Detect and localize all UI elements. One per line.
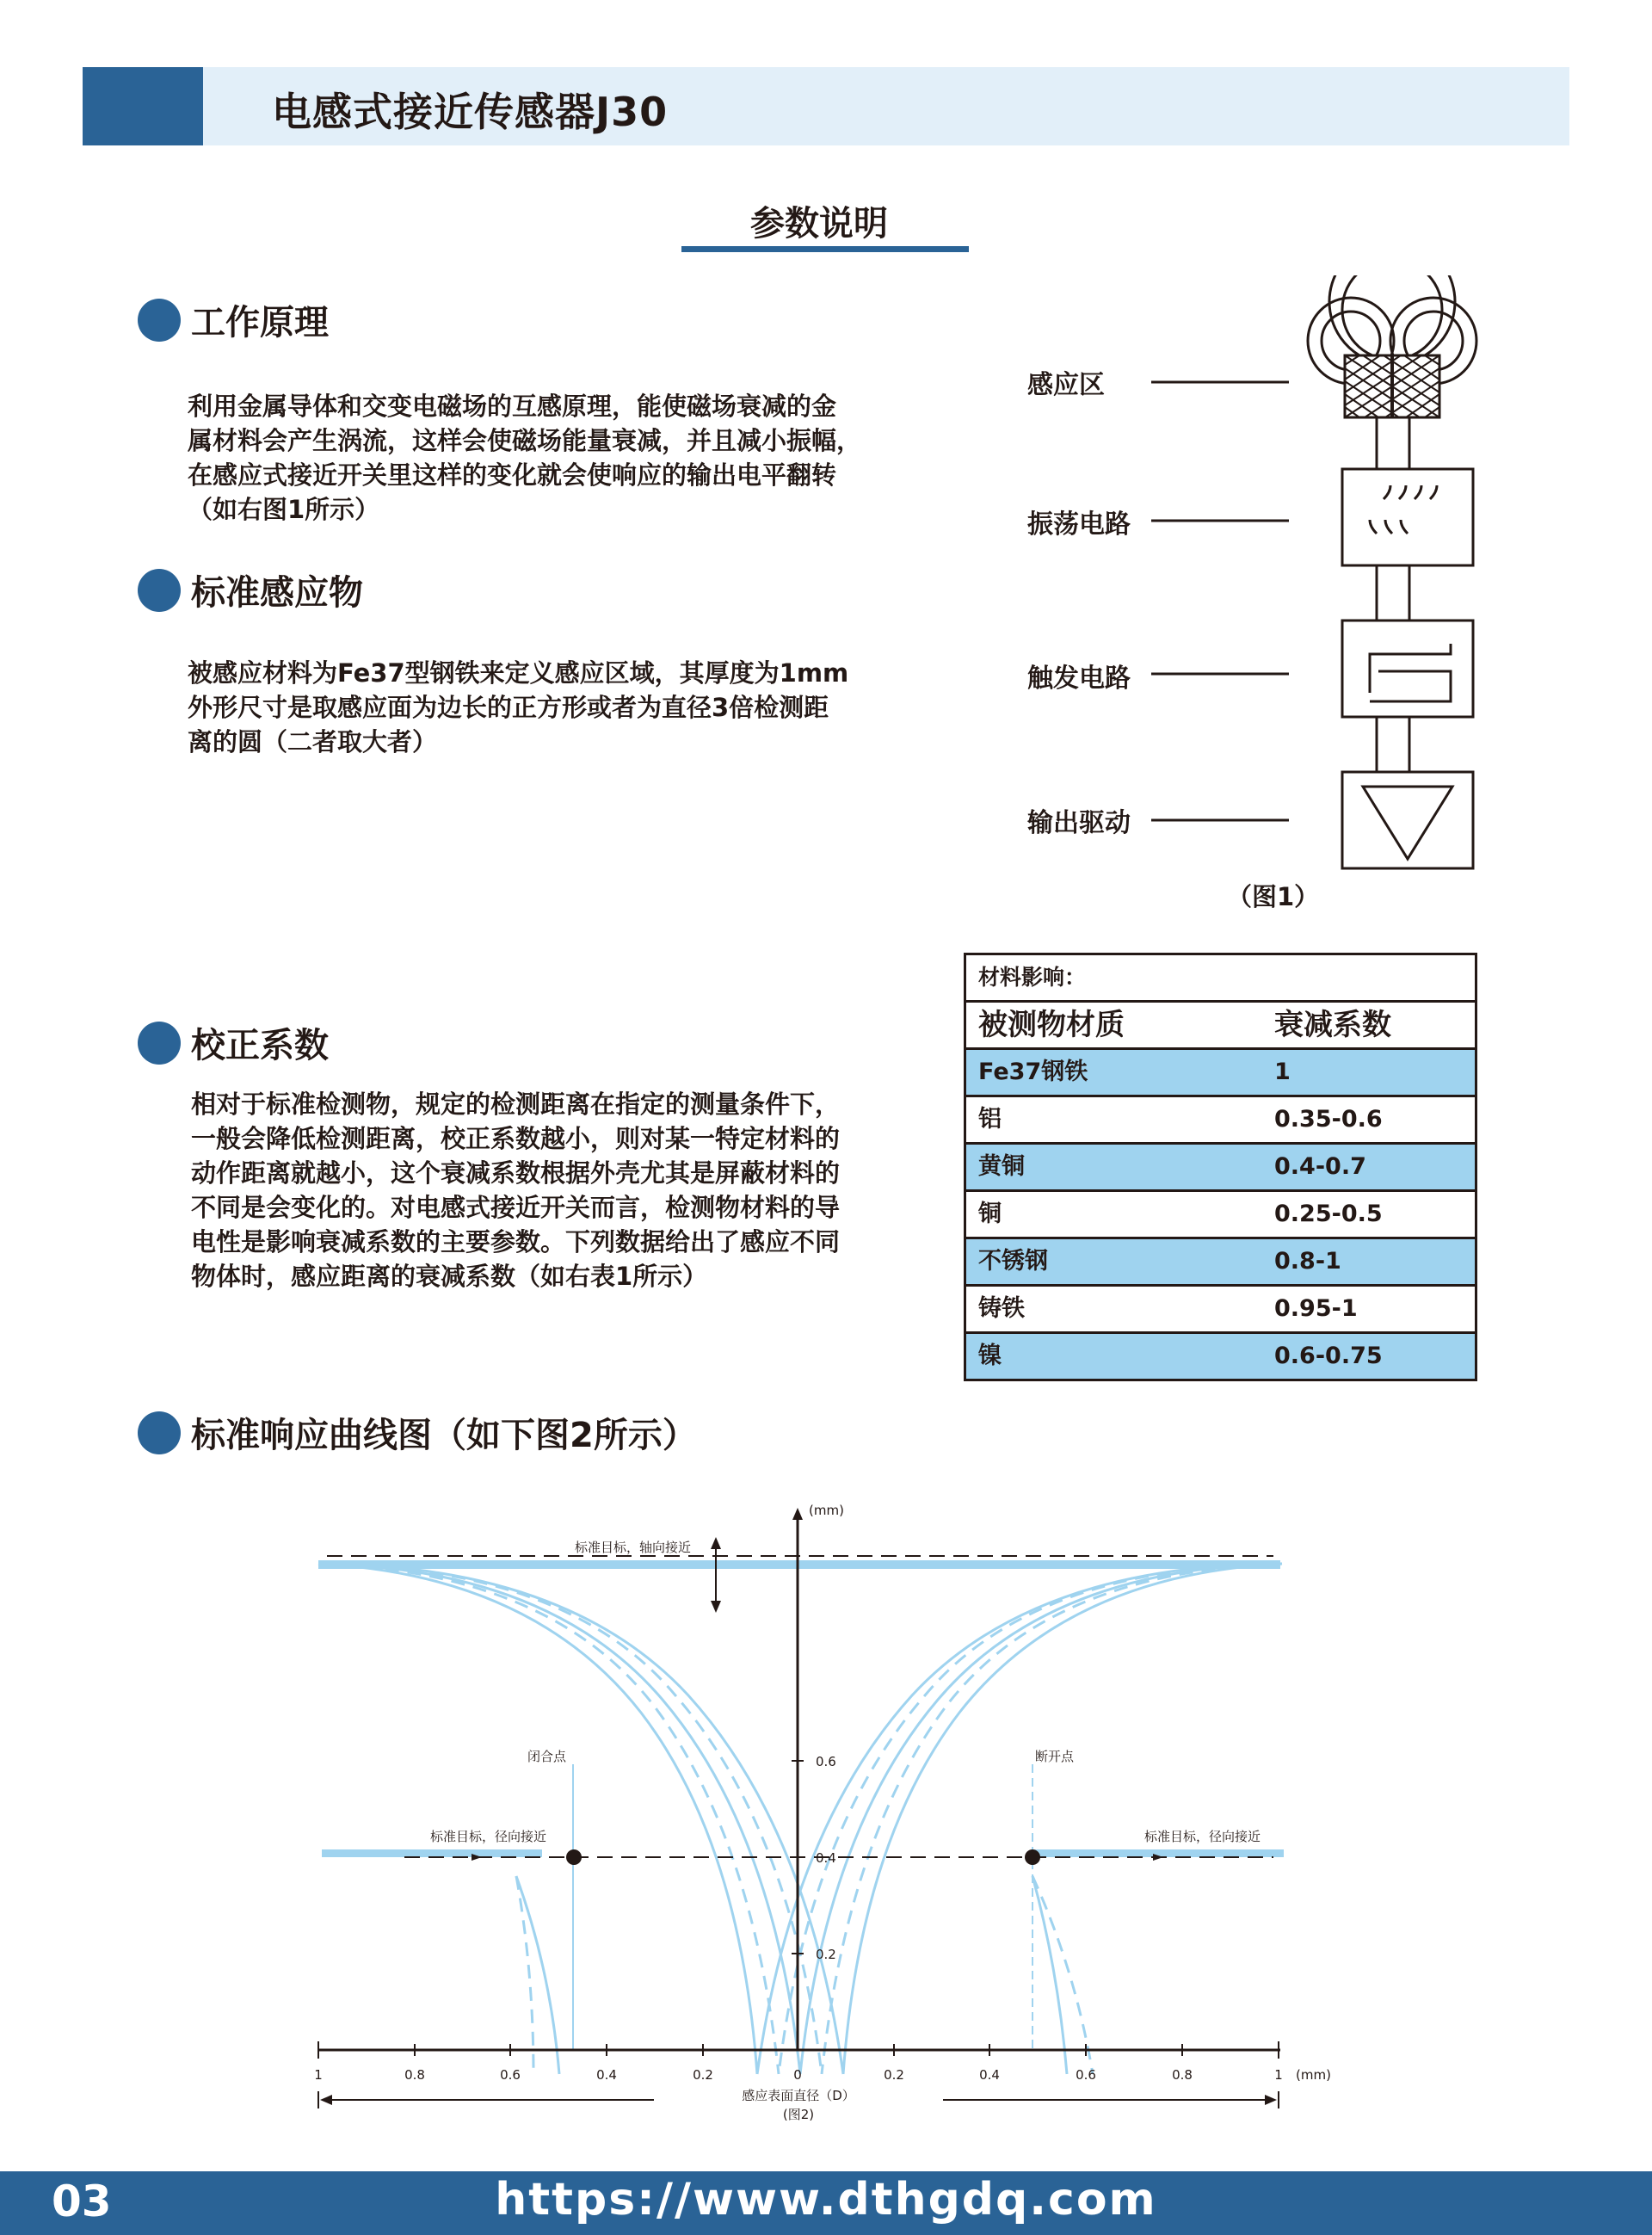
label-radial-right: 标准目标，径向接近 — [1144, 1829, 1261, 1844]
section-title-underline — [681, 246, 969, 252]
footer-url[interactable]: https://www.dthgdq.com — [495, 2174, 1157, 2226]
x-unit: (mm) — [1296, 2067, 1331, 2083]
correction-text — [191, 1087, 965, 1293]
text-line: 动作距离就越小，这个衰减系数根据外壳尤其是屏蔽材料的 — [191, 1158, 841, 1188]
label-radial-left: 标准目标，径向接近 — [430, 1829, 547, 1844]
y-unit: (mm) — [809, 1503, 844, 1518]
figure2-caption: (图2) — [782, 2107, 815, 2122]
radial-target-bar-left — [322, 1849, 542, 1857]
table-cell-coefficient: 0.25-0.5 — [1274, 1201, 1383, 1227]
table-cell-coefficient: 0.95-1 — [1274, 1295, 1358, 1322]
bullet-dot-icon — [138, 299, 181, 342]
table-cell-coefficient: 1 — [1274, 1059, 1291, 1085]
table-cell-material: 铸铁 — [978, 1295, 1025, 1322]
section-title: 参数说明 — [750, 204, 888, 244]
table-row — [966, 1050, 1475, 1097]
principle-text — [188, 389, 962, 527]
approach-curve — [318, 1564, 800, 2074]
label-oscillator: 振荡电路 — [1027, 509, 1131, 540]
approach-curve — [843, 1564, 1282, 2074]
approach-curve — [318, 1564, 843, 2074]
x-tick: 0.8 — [1172, 2067, 1193, 2083]
bullet-dot-icon — [138, 569, 181, 612]
text-line: （如右图1所示） — [188, 495, 380, 524]
table-row — [966, 1192, 1475, 1239]
label-trigger: 触发电路 — [1027, 664, 1131, 694]
table-row — [966, 1097, 1475, 1145]
bullet-dot-icon — [138, 1411, 181, 1454]
page-number: 03 — [52, 2176, 112, 2226]
table-cell-material: 铜 — [978, 1201, 1002, 1227]
open-point-marker — [1025, 1849, 1040, 1865]
text-line: 利用金属导体和交变电磁场的互感原理，能使磁场衰减的金 — [188, 392, 837, 421]
table-cell-material: 黄铜 — [978, 1153, 1025, 1180]
standard-target-text — [188, 656, 962, 759]
text-line: 一般会降低检测距离，校正系数越小，则对某一特定材料的 — [191, 1124, 841, 1153]
text-line: 相对于标准检测物，规定的检测距离在指定的测量条件下， — [191, 1090, 841, 1119]
x-tick: 1 — [1274, 2067, 1283, 2083]
table-header-coefficient: 衰减系数 — [1274, 1008, 1391, 1042]
table-cell-material: 不锈钢 — [978, 1248, 1048, 1275]
axial-target-bar — [318, 1560, 1280, 1569]
text-line: 外形尺寸是取感应面为边长的正方形或者为直径3倍检测距 — [188, 693, 829, 722]
table-row — [966, 1287, 1475, 1334]
x-axis-label: 感应表面直径（D） — [742, 2088, 855, 2103]
table-row — [966, 1145, 1475, 1192]
x-tick: 0.2 — [693, 2067, 713, 2083]
text-line: 被感应材料为Fe37型钢铁来定义感应区域，其厚度为1mm — [188, 658, 849, 688]
table-cell-material: 铝 — [978, 1106, 1002, 1133]
heading-response-curve: 标准响应曲线图（如下图2所示） — [191, 1416, 697, 1455]
table-cell-coefficient: 0.35-0.6 — [1274, 1106, 1383, 1133]
y-tick: 0.6 — [816, 1754, 836, 1769]
x-tick: 0.4 — [979, 2067, 1000, 2083]
x-tick: 0.6 — [1076, 2067, 1096, 2083]
label-output-driver: 输出驱动 — [1027, 808, 1131, 838]
heading-correction: 校正系数 — [191, 1026, 329, 1065]
text-line: 在感应式接近开关里这样的变化就会使响应的输出电平翻转 — [188, 460, 837, 490]
x-tick: 0 — [793, 2067, 802, 2083]
table-row — [966, 1334, 1475, 1379]
material-table — [964, 953, 1477, 1381]
header-accent-block — [83, 67, 203, 145]
approach-curve — [757, 1564, 1282, 2074]
table-caption: 材料影响： — [966, 955, 1475, 1003]
y-tick: 0.4 — [816, 1850, 836, 1866]
table-cell-material: 镍 — [978, 1343, 1002, 1369]
response-curve-figure — [0, 1489, 1652, 2143]
label-close-point: 闭合点 — [527, 1749, 567, 1764]
x-tick: 1 — [314, 2067, 323, 2083]
y-tick: 0.2 — [816, 1947, 836, 1962]
bullet-dot-icon — [138, 1022, 181, 1065]
approach-curve — [822, 1564, 1282, 2074]
x-tick: 0.4 — [596, 2067, 617, 2083]
table-header-material: 被测物材质 — [978, 1008, 1125, 1042]
close-point-marker — [566, 1849, 582, 1865]
approach-curve — [779, 1564, 1282, 2074]
figure1-caption: （图1） — [1227, 882, 1320, 911]
page-title: 电感式接近传感器J30 — [272, 89, 669, 135]
text-line: 电性是影响衰减系数的主要参数。下列数据给出了感应不同 — [191, 1227, 841, 1256]
table-header-row — [966, 1003, 1475, 1050]
table-cell-material: Fe37钢铁 — [978, 1059, 1088, 1085]
text-line: 属材料会产生涡流，这样会使磁场能量衰减，并且减小振幅， — [188, 426, 862, 455]
text-line: 离的圆（二者取大者） — [188, 727, 438, 756]
table-row — [966, 1239, 1475, 1287]
text-line: 不同是会变化的。对电感式接近开关而言，检测物材料的导 — [191, 1193, 841, 1222]
table-cell-coefficient: 0.4-0.7 — [1274, 1153, 1366, 1180]
approach-curve — [318, 1564, 822, 2074]
heading-standard-target: 标准感应物 — [191, 573, 363, 613]
approach-curve — [318, 1564, 757, 2074]
approach-curve — [800, 1564, 1282, 2074]
label-open-point: 断开点 — [1035, 1749, 1075, 1764]
table-cell-coefficient: 0.6-0.75 — [1274, 1343, 1383, 1369]
x-tick: 0.6 — [500, 2067, 521, 2083]
x-tick: 0.8 — [404, 2067, 425, 2083]
table-cell-coefficient: 0.8-1 — [1274, 1248, 1341, 1275]
heading-principle: 工作原理 — [191, 303, 329, 343]
sensor-block-diagram — [1144, 275, 1523, 878]
x-tick: 0.2 — [884, 2067, 904, 2083]
label-sensing-zone: 感应区 — [1027, 370, 1105, 400]
text-line: 物体时，感应距离的衰减系数（如右表1所示） — [191, 1262, 708, 1291]
label-axial: 标准目标，轴向接近 — [575, 1540, 692, 1555]
